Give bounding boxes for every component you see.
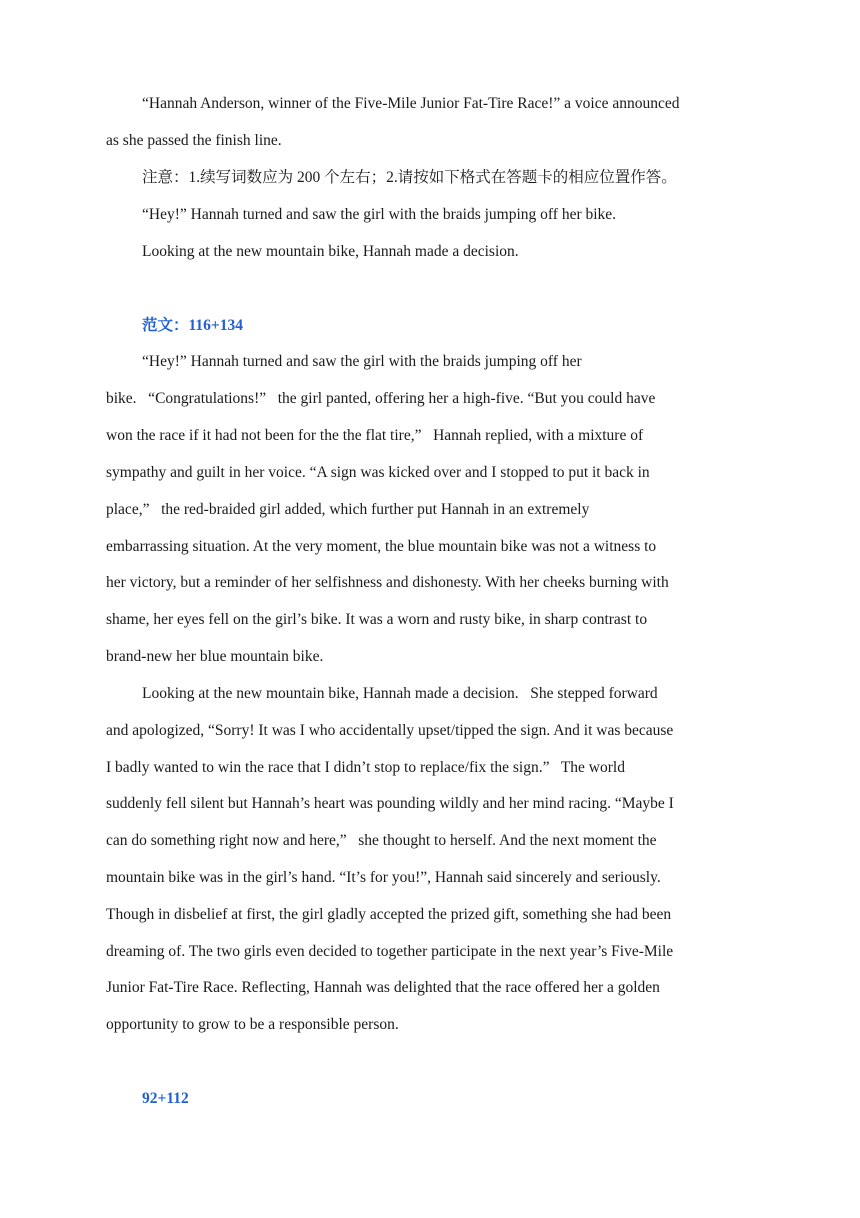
announcement-line-2: as she passed the finish line. <box>106 132 282 149</box>
essay-line: bike. “Congratulations!” the girl panted, offering her a high-five. “But you could have <box>106 390 656 407</box>
second-sample-heading: 92+112 <box>142 1090 189 1107</box>
essay-line: I badly wanted to win the race that I didn’t stop to replace/fix the sign.” The world <box>106 759 625 776</box>
essay-line: dreaming of. The two girls even decided to together participate in the next year’s Five-Mile <box>106 943 674 960</box>
essay-line: and apologized, “Sorry! It was I who accidentally upset/tipped the sign. And it was because <box>106 722 674 739</box>
essay-line: opportunity to grow to be a responsible person. <box>106 1016 399 1033</box>
announcement-line-1: “Hannah Anderson, winner of the Five-Mile Junior Fat-Tire Race!” a voice announced <box>142 95 680 112</box>
essay-line: sympathy and guilt in her voice. “A sign was kicked over and I stopped to put it back in <box>106 464 650 481</box>
essay-line: mountain bike was in the girl’s hand. “It’s for you!”, Hannah said sincerely and seriously. <box>106 869 661 886</box>
prompt-paragraph-2: Looking at the new mountain bike, Hannah made a decision. <box>142 243 519 260</box>
essay-line: Junior Fat-Tire Race. Reflecting, Hannah was delighted that the race offered her a golden <box>106 979 660 996</box>
instruction-note: 注意：1.续写词数应为 200 个左右；2.请按如下格式在答题卡的相应位置作答。 <box>142 169 677 186</box>
essay-line: won the race if it had not been for the the flat tire,” Hannah replied, with a mixture of <box>106 427 644 444</box>
essay-line: her victory, but a reminder of her selfishness and dishonesty. With her cheeks burning with <box>106 574 669 591</box>
essay-line: “Hey!” Hannah turned and saw the girl with the braids jumping off her <box>142 353 582 370</box>
essay-line: shame, her eyes fell on the girl’s bike. It was a worn and rusty bike, in sharp contrast to <box>106 611 648 628</box>
sample-essay-heading: 范文：116+134 <box>142 317 243 334</box>
essay-line: brand-new her blue mountain bike. <box>106 648 324 665</box>
essay-line: embarrassing situation. At the very moment, the blue mountain bike was not a witness to <box>106 538 657 555</box>
essay-line: can do something right now and here,” she thought to herself. And the next moment the <box>106 832 657 849</box>
essay-line: Though in disbelief at first, the girl gladly accepted the prized gift, something she had been <box>106 906 672 923</box>
essay-line: Looking at the new mountain bike, Hannah made a decision. She stepped forward <box>142 685 658 702</box>
essay-line: suddenly fell silent but Hannah’s heart was pounding wildly and her mind racing. “Maybe I <box>106 795 674 812</box>
prompt-paragraph-1: “Hey!” Hannah turned and saw the girl with the braids jumping off her bike. <box>142 206 617 223</box>
essay-line: place,” the red-braided girl added, which further put Hannah in an extremely <box>106 501 590 518</box>
